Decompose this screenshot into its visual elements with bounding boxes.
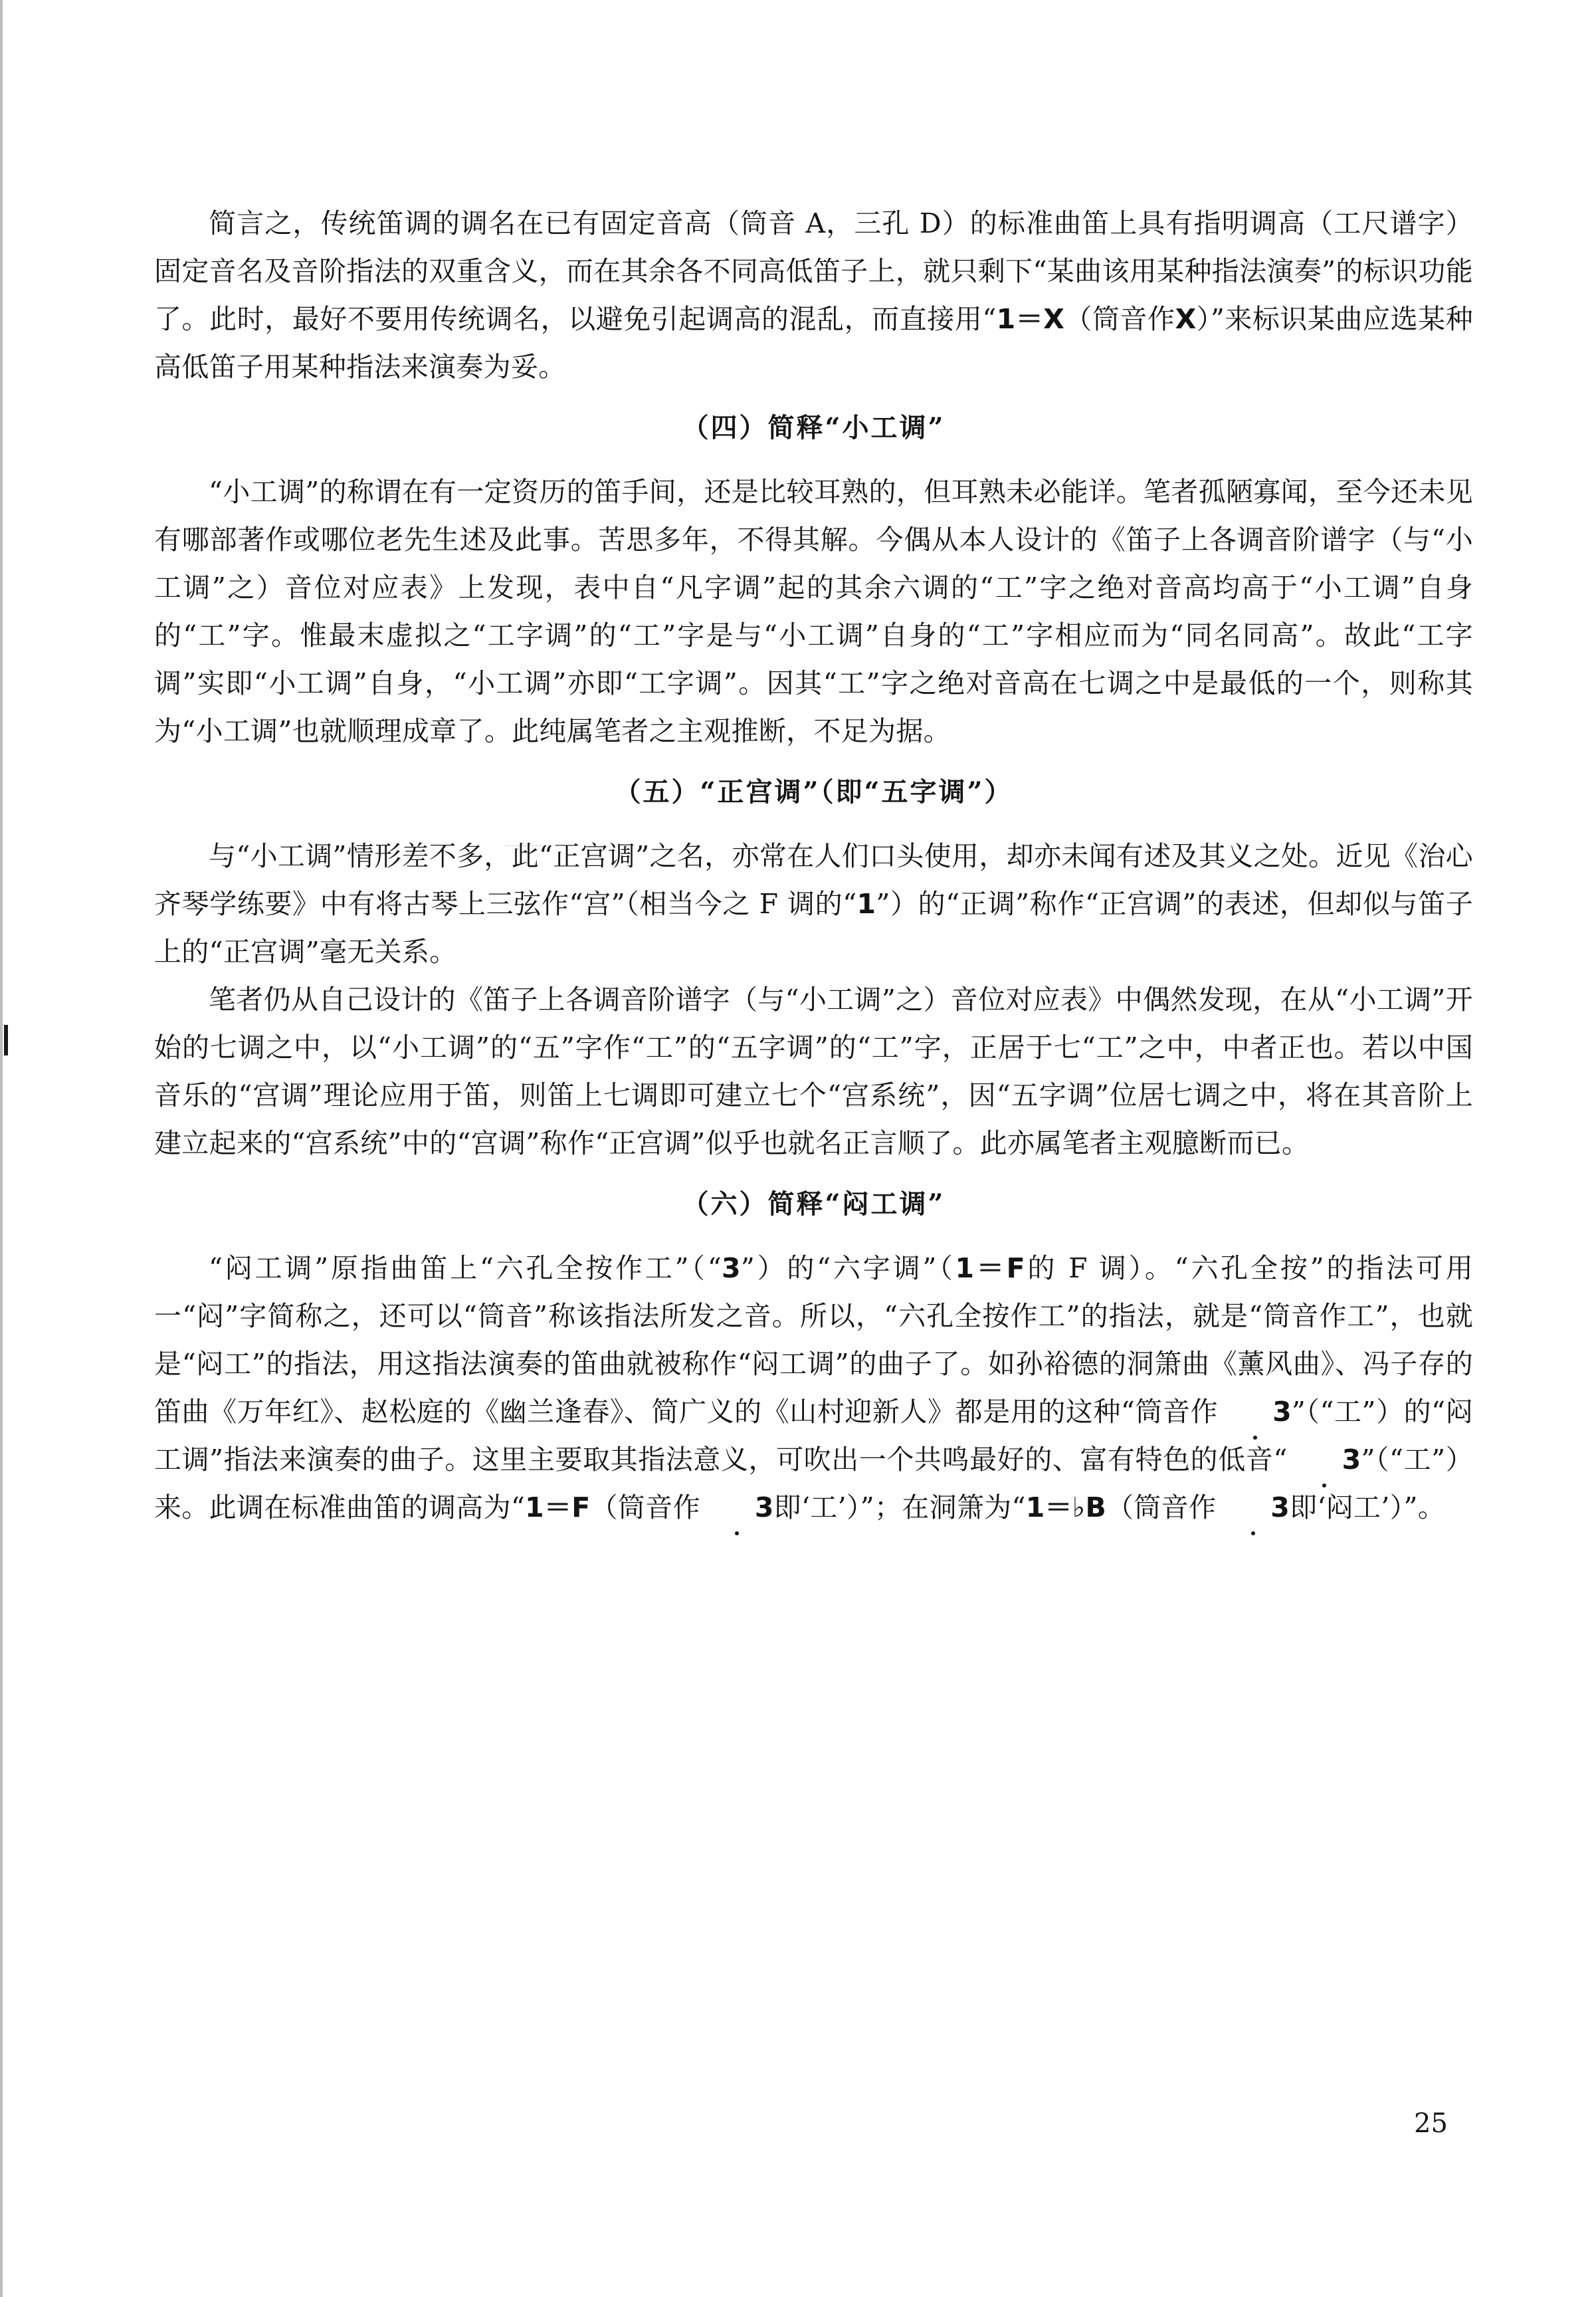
text-run: ”）的“六字调”（ (740, 1252, 955, 1284)
paragraph-zhenggong-2: 笔者仍从自己设计的《笛子上各调音阶谱字（与“小工调”之）音位对应表》中偶然发现，在从“小工调”开始的七调之中，以“小工调”的“五”字作“工”的“五字调”的“工”字，正居于七“工”之中，中者正也。若以中国音乐的“宫调”理论应用于笛，则笛上七调即可建立七个“宫系统”，因“五字调”位居七调之中，将在其音阶上建立起来的“宫系统”中的“宫调”称作“正宫调”似乎也就名正言顺了。此亦属笔者主观臆断而已。 (154, 984, 1473, 1159)
text-run: 即‘工’）”；在洞箫为“ (773, 1491, 1026, 1523)
text-run: 与“小工调”情形差不多，此“正宫调”之名，亦常在人们口头使用，却亦未闻有述及其义之处。近见《治心齐琴学练要》中有将古琴上三弦作“宫”（相当今之 F 调的“ (154, 840, 1473, 920)
section-heading-4: （四）简释“小工调” (682, 412, 946, 443)
text-run: “闷工调”原指曲笛上“六孔全按作工”（“ (209, 1252, 722, 1284)
page-left-edge (0, 0, 3, 2297)
jianpu-low-note: 3 (700, 1483, 774, 1531)
variable-x: X (1175, 303, 1197, 335)
text-run: ”（“工”）的“闷工调”指法来演奏的曲子。这里主要取其指法意义，可吹出一个共鸣最好的、富有特色的低音“ (154, 1396, 1473, 1476)
jianpu-low-note: 3 (1216, 1483, 1290, 1531)
paragraph-mengong (154, 1244, 1473, 1531)
margin-mark (4, 1025, 8, 1055)
section-heading-6: （六）简释“闷工调” (682, 1188, 946, 1220)
key-formula: 1＝F (955, 1252, 1025, 1284)
text-run: 简言之，传统笛调的调名在已有固定音高（筒音 A，三孔 D）的标准曲笛上具有指明调高（工尺谱字）固定音名及音阶指法的双重含义，而在其余各不同高低笛子上，就只剩下“某曲该用某种指法演奏”的标识功能了。此时，最好不要用传统调名，以避免引起调高的混乱，而直接用“ (154, 207, 1473, 335)
jianpu-low-note: 3 (1288, 1436, 1361, 1483)
jianpu-low-note: 3 (1218, 1388, 1292, 1436)
paragraph-zhenggong-1 (154, 832, 1473, 976)
key-formula: 1＝F (525, 1491, 591, 1523)
text-run: 即‘闷工’）”。 (1290, 1491, 1446, 1523)
paragraph-xiaogong: “小工调”的称谓在有一定资历的笛手间，还是比较耳熟的，但耳熟未必能详。笔者孤陋寡闻，至今还未见有哪部著作或哪位老先生述及此事。苦思多年，不得其解。今偶从本人设计的《笛子上各调音阶谱字（与“小工调”之）音位对应表》上发现，表中自“凡字调”起的其余六调的“工”字之绝对音高均高于“小工调”自身的“工”字。惟最末虚拟之“工字调”的“工”字是与“小工调”自身的“工”字相应而为“同名同高”。故此“工字调”实即“小工调”自身，“小工调”亦即“工字调”。因其“工”字之绝对音高在七调之中是最低的一个，则称其为“小工调”也就顺理成章了。此纯属笔者之主观推断，不足为据。 (154, 476, 1473, 747)
section-heading-5: （五）“正宫调”（即“五字调”） (614, 776, 1013, 808)
key-formula: 1＝X (996, 303, 1065, 335)
text-run: （筒音作 (1064, 303, 1175, 335)
text-run: ”）的“正调”称作“正宫调”的表述，但却似与笛子上的“正宫调”毫无关系。 (154, 888, 1474, 968)
text-run: （筒音作 (590, 1491, 700, 1523)
paragraph-summary (154, 199, 1473, 391)
text-run: （筒音作 (1106, 1491, 1217, 1523)
page-number: 25 (1414, 2108, 1448, 2139)
page-body (154, 199, 1473, 1531)
jianpu-numeral: 3 (722, 1252, 741, 1284)
jianpu-numeral: 1 (856, 888, 876, 920)
text-run: ）”来标识某曲应选某种高低笛子用某种指法来演奏为妥。 (154, 303, 1473, 383)
key-formula: 1＝♭B (1025, 1491, 1107, 1523)
text-run: ”（“工”）来。此调在标准曲笛的调高为“ (154, 1444, 1473, 1523)
text-run: 的 F 调）。“六孔全按”的指法可用一“闷”字简称之，还可以“筒音”称该指法所发之音。所以，“六孔全按作工”的指法，就是“筒音作工”，也就是“闷工”的指法，用这指法演奏的笛曲就被称作“闷工调”的曲子了。如孙裕德的洞箫曲《薰风曲》、冯子存的笛曲《万年红》、赵松庭的《幽兰逢春》、简广义的《山村迎新人》都是用的这种“筒音作 (154, 1252, 1473, 1428)
